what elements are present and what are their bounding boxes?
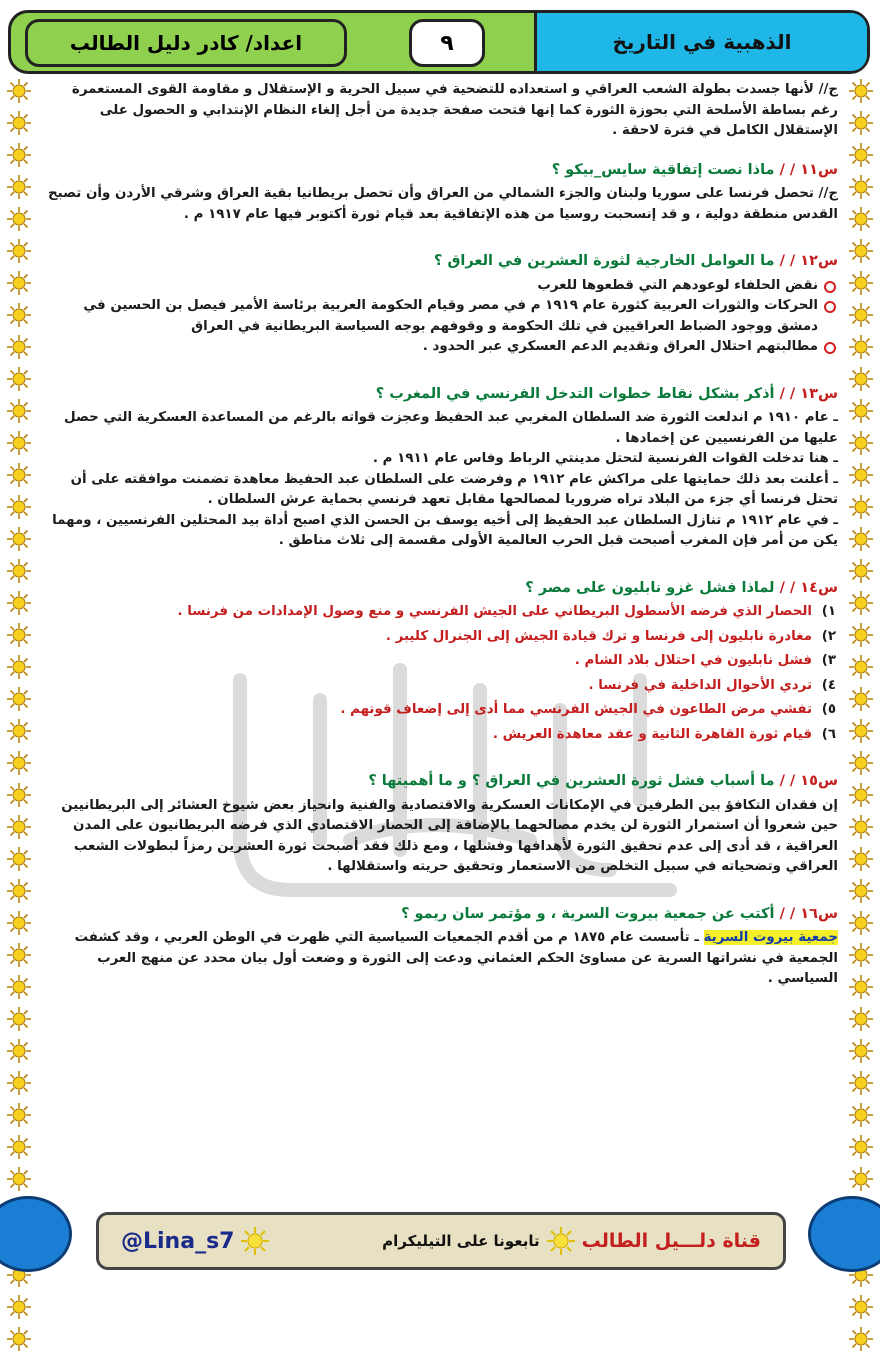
list-item: ـ أعلنت بعد ذلك حمايتها على مراكش عام ١٩١٢ م وفرضت على السلطان عبد الحفيظ معاهدة تضمنت موافقته على أن تحتل فرنسا أي جزء من البلاد تراه ضروريا لمصالحها مقابل تعهد فرنسي بحماية عرش السلطان .: [70, 471, 838, 507]
sun-ornament-icon: [6, 686, 32, 716]
sun-ornament-icon: [6, 398, 32, 428]
header-author-box: [25, 19, 347, 67]
sun-ornament-icon: [6, 654, 32, 684]
question-16: [42, 904, 838, 925]
sun-ornament-icon: [848, 462, 874, 492]
sun-ornament-icon: [6, 846, 32, 876]
list-item: ـ في عام ١٩١٢ م تنازل السلطان عبد الحفيظ إلى أخيه يوسف بن الحسن الذي اصبح أداة بيد المحتلين الفرنسيين ، ومهما يكن من أمر فإن المغرب أصبحت قبل الحرب العالمية الأولى مقسمة إلى ثلاث مناطق .: [52, 512, 838, 548]
sun-ornament-icon: [6, 110, 32, 140]
sun-ornament-icon: [848, 1134, 874, 1164]
question-16-answer: جمعية بيروت السرية ـ تأسست عام ١٨٧٥ م من أقدم الجمعيات السياسية التي ظهرت في الوطن العربي ، وقد كشفت الجمعية في نشراتها السرية عن مساوئ الحكم العثماني ودعت إلى الثورة و وضعت أول بيان محدد عن منهج العرب السياسي .: [74, 930, 838, 986]
sun-ornament-icon: [6, 174, 32, 204]
sun-ornament-icon: [848, 302, 874, 332]
sun-ornament-icon: [848, 398, 874, 428]
sun-ornament-icon: [848, 174, 874, 204]
list-item: مطالبتهم احتلال العراق وتقديم الدعم العسكري عبر الحدود .: [42, 337, 838, 358]
sun-ornament-icon: [848, 622, 874, 652]
sun-ornament-icon: [6, 430, 32, 460]
sun-ornament-icon: [848, 942, 874, 972]
question-12-number: س١٢ / /: [779, 253, 838, 269]
sun-ornament-icon: [848, 494, 874, 524]
sun-ornament-icon: [848, 1038, 874, 1068]
sun-ornament-icon: [848, 206, 874, 236]
footer-ornament-left: [0, 1196, 72, 1272]
question-11: [42, 160, 838, 181]
sun-ornament-icon: [6, 1102, 32, 1132]
sun-ornament-icon: [6, 142, 32, 172]
sun-ornament-icon: [848, 1006, 874, 1036]
question-15-answer: إن فقدان التكافؤ بين الطرفين في الإمكانات العسكرية والاقتصادية والفنية وانحياز بعض شيوخ العشائر إلى البريطانيين حين شعروا أن استمرار الثورة لن يخدم مصالحهما بالإضافة إلى الحصار الاقتصادي الذي فرضه البريطانيون على المدن العراقية ، قد أدى إلى عدم تحقيق الثورة لأهدافها وفشلها ، ومع ذلك فقد أصبحت ثورة العشرين رمزاً لبطولات الشعب العراقي وتضحياته في سبيل التخلص من الاستعمار وتحقيق حريته واستقلالها .: [61, 797, 838, 874]
sun-ornament-icon: [6, 782, 32, 812]
footer-telegram-handle[interactable]: @Lina_s7: [121, 1228, 235, 1254]
left-border-decoration: [4, 78, 34, 1198]
footer-channel-group: [382, 1226, 761, 1256]
sun-ornament-icon: [6, 718, 32, 748]
question-14-number: س١٤ / /: [779, 579, 838, 596]
sun-ornament-icon: [6, 78, 32, 108]
question-14-list: [42, 602, 838, 745]
sun-ornament-icon: [6, 206, 32, 236]
footer-follow-text: تابعونا على التيليكرام: [382, 1232, 540, 1250]
list-item: نقض الحلفاء لوعودهم التي قطعوها للعرب: [42, 276, 838, 297]
footer-handle-group: [121, 1226, 270, 1256]
question-13-number: س١٣ / /: [779, 385, 838, 402]
question-12-list: [42, 276, 838, 358]
sun-ornament-icon: [848, 366, 874, 396]
sun-icon: [240, 1226, 270, 1256]
header-subject-box: [534, 13, 867, 71]
sun-ornament-icon: [6, 622, 32, 652]
sun-ornament-icon: [848, 142, 874, 172]
sun-ornament-icon: [848, 686, 874, 716]
question-16-number: س١٦ / /: [779, 905, 838, 922]
sun-ornament-icon: [848, 974, 874, 1004]
sun-ornament-icon: [848, 558, 874, 588]
page-number-box: [409, 19, 485, 67]
sun-ornament-icon: [848, 238, 874, 268]
header-author: اعداد/ كادر دليل الطالب: [69, 31, 303, 55]
list-item: ـ هنا تدخلت القوات الفرنسية لتحتل مدينتي الرباط وفاس عام ١٩١١ م .: [372, 451, 838, 466]
sun-ornament-icon: [848, 814, 874, 844]
question-16-text: أكتب عن جمعية بيروت السرية ، و مؤتمر سان ريمو ؟: [401, 905, 775, 922]
sun-ornament-icon: [848, 878, 874, 908]
list-item: ١) الحصار الذي فرضه الأسطول البريطاني على الجيش الفرنسي و منع وصول الإمدادات من فرنسا .: [177, 604, 836, 619]
sun-ornament-icon: [6, 462, 32, 492]
list-item: ٤) تردي الأحوال الداخلية في فرنسا .: [588, 677, 836, 693]
list-item: ـ عام ١٩١٠ م اندلعت الثورة ضد السلطان المغربي عبد الحفيظ وعجزت قواته بالرغم من المساعدة العسكرية التي حصل عليها من الفرنسيين عن إخمادها .: [64, 410, 838, 446]
sun-ornament-icon: [848, 334, 874, 364]
question-14: [42, 578, 838, 599]
question-13: [42, 384, 838, 405]
list-item: ٦) قيام ثورة القاهرة الثانية و عقد معاهدة العريش .: [492, 726, 836, 742]
question-12: [42, 251, 838, 272]
question-11-text: ماذا نصت إتفاقية سايس_بيكو ؟: [551, 161, 775, 178]
list-item: ٥) تفشي مرض الطاعون في الجيش الفرنسي مما أدى إلى إضعاف قوتهم .: [340, 702, 836, 717]
list-item: ٢) مغادرة نابليون إلى فرنسا و ترك قيادة الجيش إلى الجنرال كليبر .: [385, 628, 836, 644]
sun-ornament-icon: [6, 1134, 32, 1164]
intro-answer: ج// لأنها جسدت بطولة الشعب العراقي و استعداده للتضحية في سبيل الحرية و الإستقلال و مقاومة القوى المستعمرة رغم بساطة الأسلحة التي بحوزة الثورة كما إنها فتحت صفحة جديدة من أجل إلغاء النظام الإنتدابي و الحصول على الإستقلال الكامل في فترة لاحقة .: [71, 82, 838, 138]
footer-ornament-right: [808, 1196, 880, 1272]
sun-ornament-icon: [6, 238, 32, 268]
sun-ornament-icon: [848, 782, 874, 812]
sun-ornament-icon: [6, 334, 32, 364]
sun-ornament-icon: [6, 1166, 32, 1196]
sun-ornament-icon: [848, 590, 874, 620]
sun-ornament-icon: [848, 78, 874, 108]
sun-ornament-icon: [848, 846, 874, 876]
sun-ornament-icon: [6, 558, 32, 588]
question-14-text: لماذا فشل غزو نابليون على مصر ؟: [525, 579, 775, 596]
sun-ornament-icon: [6, 910, 32, 940]
sun-ornament-icon: [6, 1006, 32, 1036]
page-content: [42, 80, 838, 990]
sun-ornament-icon: [848, 1294, 874, 1324]
sun-ornament-icon: [6, 814, 32, 844]
sun-ornament-icon: [6, 942, 32, 972]
sun-ornament-icon: [6, 1294, 32, 1324]
list-item: ٣) فشل نابليون في احتلال بلاد الشام .: [574, 653, 836, 668]
sun-ornament-icon: [848, 430, 874, 460]
question-11-answer: ج// تحصل فرنسا على سوريا ولبنان والجزء الشمالي من العراق وأن تحصل بريطانيا بقية العراق وشرقي الأردن وأن تصبح القدس منطقة دولية ، و قد إنسحبت روسيا من هذه الإتفاقية بعد قيام ثورة أكتوبر فيها عام ١٩١٧ م .: [47, 186, 838, 222]
question-15: [42, 771, 838, 792]
sun-ornament-icon: [848, 1070, 874, 1100]
question-15-number: س١٥ / /: [779, 773, 838, 789]
sun-ornament-icon: [6, 1070, 32, 1100]
list-item: الحركات والثورات العربية كثورة عام ١٩١٩ م في مصر وقيام الحكومة العربية برئاسة الأمير فيصل بن الحسين في دمشق ووجود الضباط العراقيين في تلك الحكومة و وقوفهم بوجه السياسة البريطانية في العراق: [42, 296, 838, 337]
sun-ornament-icon: [848, 110, 874, 140]
page-header: [8, 10, 870, 74]
page-footer: [96, 1212, 786, 1270]
highlighted-term: جمعية بيروت السرية: [703, 930, 838, 945]
footer-channel: قناة دلـــيل الطالب: [581, 1230, 761, 1252]
sun-ornament-icon: [6, 302, 32, 332]
sun-ornament-icon: [6, 750, 32, 780]
sun-ornament-icon: [6, 270, 32, 300]
question-11-number: س١١ / /: [779, 161, 838, 178]
sun-ornament-icon: [848, 1326, 874, 1356]
sun-ornament-icon: [6, 974, 32, 1004]
sun-ornament-icon: [6, 590, 32, 620]
question-15-text: ما أسباب فشل ثورة العشرين في العراق ؟ و ما أهميتها ؟: [368, 773, 775, 789]
sun-ornament-icon: [6, 494, 32, 524]
sun-ornament-icon: [848, 1102, 874, 1132]
sun-ornament-icon: [848, 718, 874, 748]
sun-ornament-icon: [848, 910, 874, 940]
sun-ornament-icon: [848, 750, 874, 780]
sun-ornament-icon: [848, 270, 874, 300]
sun-ornament-icon: [848, 1166, 874, 1196]
question-13-text: أذكر بشكل نقاط خطوات التدخل الفرنسي في المغرب ؟: [375, 385, 775, 402]
sun-ornament-icon: [6, 1038, 32, 1068]
sun-ornament-icon: [6, 878, 32, 908]
header-subject-title: الذهبية في التاريخ: [612, 30, 792, 54]
sun-ornament-icon: [848, 654, 874, 684]
right-border-decoration: [846, 78, 876, 1198]
sun-ornament-icon: [848, 526, 874, 556]
sun-ornament-icon: [6, 366, 32, 396]
sun-icon: [546, 1226, 576, 1256]
sun-ornament-icon: [6, 526, 32, 556]
question-12-text: ما العوامل الخارجية لثورة العشرين في العراق ؟: [433, 253, 775, 269]
sun-ornament-icon: [6, 1326, 32, 1356]
page-number: ٩: [440, 30, 454, 56]
